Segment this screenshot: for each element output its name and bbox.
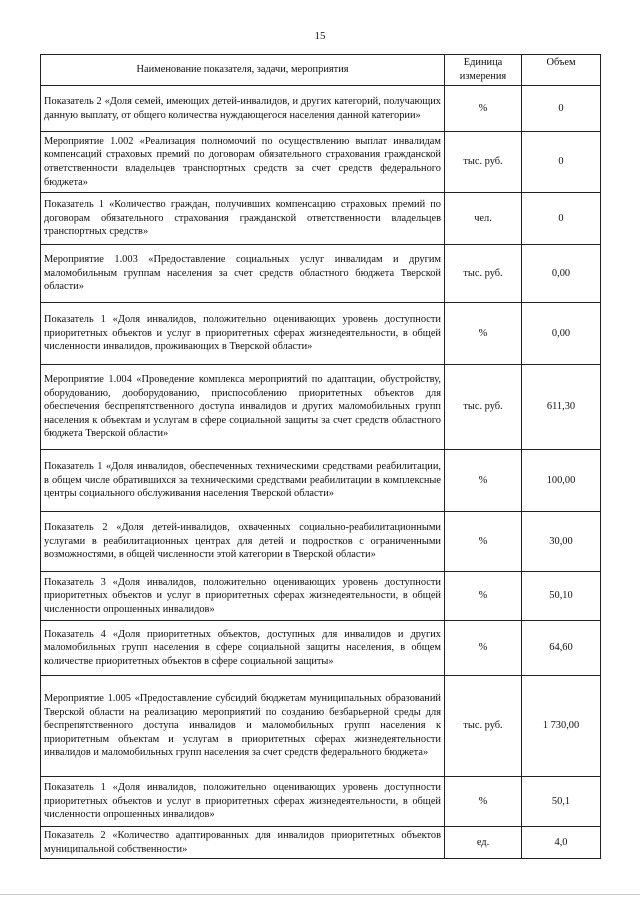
row-name: Мероприятие 1.004 «Проведение комплекса мероприятий по адаптации, обустройству, оборудованию, дооборудованию, приспособлению приоритетных объектов для обеспечения беспрепятственного доступа инвалидов и других маломобильных групп населения к объектам и услугам в сфере социальной защиты за счет средств областного бюджета Тверской области» bbox=[41, 365, 445, 450]
row-value: 0,00 bbox=[522, 245, 601, 303]
table-row bbox=[41, 777, 601, 827]
row-name: Мероприятие 1.002 «Реализация полномочий по осуществлению выплат инвалидам компенсаций страховых премий по договорам обязательного страхования гражданской ответственности владельцев транспортных средств за счет средств федерального бюджета» bbox=[41, 132, 445, 193]
row-unit: % bbox=[445, 303, 522, 365]
row-name: Мероприятие 1.005 «Предоставление субсидий бюджетам муниципальных образований Тверской области на реализацию мероприятий по созданию безбарьерной среды для беспрепятственного доступа инвалидов и маломобильных групп населения к приоритетным объектам и услугам в приоритетных сферах жизнедеятельности инвалидов и маломобильных групп населения за счет средств федерального бюджета» bbox=[41, 676, 445, 777]
row-value: 0 bbox=[522, 193, 601, 245]
row-value: 50,1 bbox=[522, 777, 601, 827]
row-value: 0 bbox=[522, 132, 601, 193]
table-row bbox=[41, 132, 601, 193]
row-value: 4,0 bbox=[522, 827, 601, 859]
row-name: Мероприятие 1.003 «Предоставление социальных услуг инвалидам и другим маломобильным группам населения за счет средств областного бюджета Тверской области» bbox=[41, 245, 445, 303]
row-unit: ед. bbox=[445, 827, 522, 859]
row-unit: % bbox=[445, 86, 522, 132]
header-value: Объем bbox=[522, 55, 601, 86]
row-value: 0,00 bbox=[522, 303, 601, 365]
table-row bbox=[41, 676, 601, 777]
row-unit: % bbox=[445, 512, 522, 572]
row-name: Показатель 2 «Доля семей, имеющих детей-инвалидов, и других категорий, получающих данную выплату, от общего количества нуждающегося населения данной категории» bbox=[41, 86, 445, 132]
row-name: Показатель 3 «Доля инвалидов, положительно оценивающих уровень доступности приоритетных объектов и услуг в приоритетных сферах жизнедеятельности, в общей численности опрошенных инвалидов» bbox=[41, 572, 445, 621]
table-row bbox=[41, 86, 601, 132]
row-name: Показатель 2 «Доля детей-инвалидов, охваченных социально-реабилитационными услугами в реабилитационных центрах для детей и подростков с ограниченными возможностями, в общей численности этой категории в Тверской области» bbox=[41, 512, 445, 572]
table-row bbox=[41, 365, 601, 450]
row-value: 0 bbox=[522, 86, 601, 132]
row-unit: % bbox=[445, 572, 522, 621]
row-value: 1 730,00 bbox=[522, 676, 601, 777]
row-name: Показатель 1 «Доля инвалидов, положительно оценивающих уровень доступности приоритетных объектов и услуг в приоритетных сферах жизнедеятельности, в общей численности опрошенных инвалидов» bbox=[41, 777, 445, 827]
table-header-row bbox=[41, 55, 601, 86]
row-unit: % bbox=[445, 777, 522, 827]
row-unit: % bbox=[445, 450, 522, 512]
row-value: 30,00 bbox=[522, 512, 601, 572]
row-name: Показатель 1 «Количество граждан, получивших компенсацию страховых премий по договорам обязательного страхования гражданской ответственности владельцев транспортных средств» bbox=[41, 193, 445, 245]
table-row bbox=[41, 303, 601, 365]
table-row bbox=[41, 572, 601, 621]
program-indicators-table bbox=[40, 54, 601, 859]
row-unit: тыс. руб. bbox=[445, 365, 522, 450]
table-row bbox=[41, 245, 601, 303]
row-unit: тыс. руб. bbox=[445, 132, 522, 193]
row-name: Показатель 2 «Количество адаптированных для инвалидов приоритетных объектов муниципальной собственности» bbox=[41, 827, 445, 859]
row-value: 50,10 bbox=[522, 572, 601, 621]
header-name: Наименование показателя, задачи, мероприятия bbox=[41, 55, 445, 86]
row-name: Показатель 4 «Доля приоритетных объектов, доступных для инвалидов и других маломобильных групп населения в сфере социальной защиты населения, в общем количестве приоритетных объектов в сфере социальной защиты» bbox=[41, 621, 445, 676]
row-value: 64,60 bbox=[522, 621, 601, 676]
row-value: 100,00 bbox=[522, 450, 601, 512]
row-unit: чел. bbox=[445, 193, 522, 245]
table-row bbox=[41, 193, 601, 245]
row-name: Показатель 1 «Доля инвалидов, обеспеченных техническими средствами реабилитации, в общем числе обратившихся за техническими средствами реабилитации в комплексные центры социального обслуживания населения Тверской области» bbox=[41, 450, 445, 512]
row-value: 611,30 bbox=[522, 365, 601, 450]
row-unit: % bbox=[445, 621, 522, 676]
row-unit: тыс. руб. bbox=[445, 245, 522, 303]
table-row bbox=[41, 827, 601, 859]
table-row bbox=[41, 450, 601, 512]
page-bottom-rule bbox=[0, 894, 640, 895]
header-unit: Единица измерения bbox=[445, 55, 522, 86]
table-row bbox=[41, 512, 601, 572]
page-number: 15 bbox=[314, 30, 326, 42]
row-unit: тыс. руб. bbox=[445, 676, 522, 777]
row-name: Показатель 1 «Доля инвалидов, положительно оценивающих уровень доступности приоритетных объектов и услуг в приоритетных сферах жизнедеятельности, в общей численности инвалидов, проживающих в Тверской области» bbox=[41, 303, 445, 365]
table-row bbox=[41, 621, 601, 676]
